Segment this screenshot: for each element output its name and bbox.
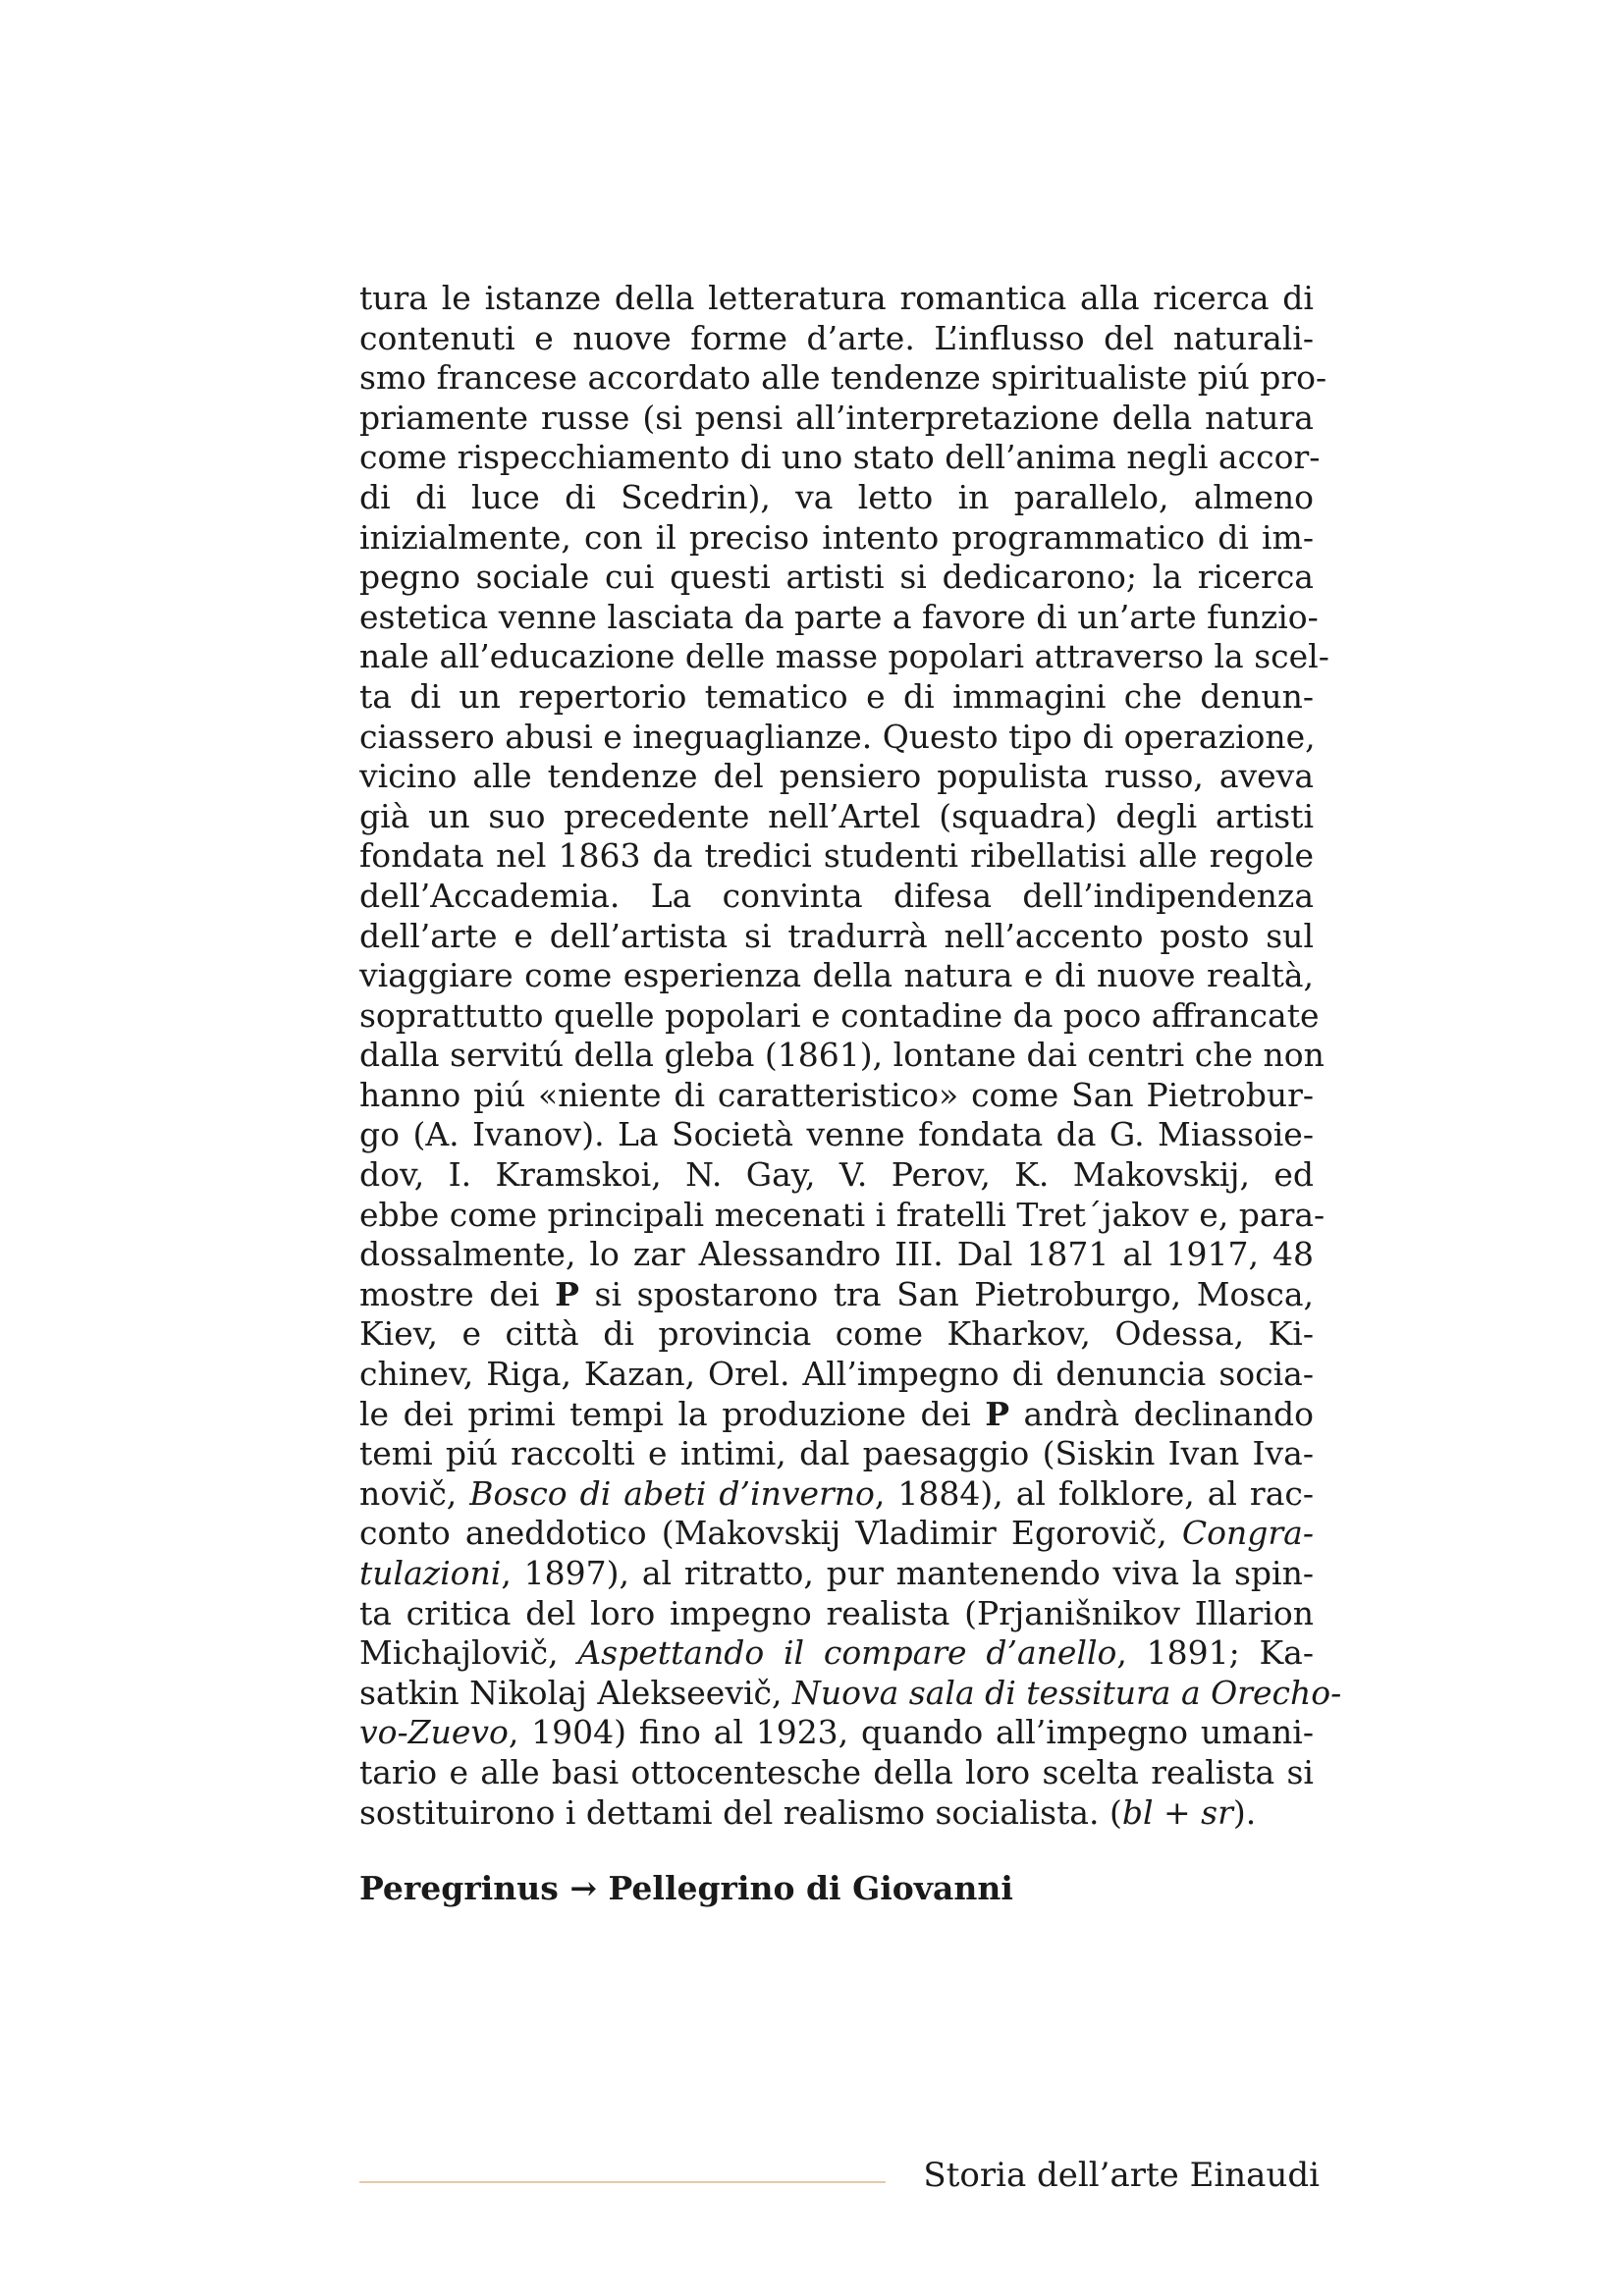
text-line [359, 1314, 1314, 1355]
text-run: pegno sociale cui questi artisti si dedicarono; la ricerca [359, 558, 1314, 597]
text-run: tura le istanze della letteratura romantica alla ricerca di [359, 279, 1314, 317]
text-run: dalla servitú della gleba (1861), lontane dai centri che non [359, 1036, 1325, 1075]
text-line [359, 956, 1314, 996]
text-line [359, 1713, 1314, 1753]
text-line [359, 1753, 1314, 1793]
text-line [359, 1673, 1342, 1714]
text-line [359, 438, 1321, 478]
text-run: ta di un repertorio tematico e di immagini che denun- [359, 676, 1314, 716]
text-line [359, 637, 1329, 677]
italic-title: Bosco di abeti d’inverno [469, 1473, 875, 1513]
text-run: vicino alle tendenze del pensiero populista russo, aveva [359, 757, 1314, 796]
text-line [359, 1554, 1314, 1594]
text-line [359, 1195, 1325, 1236]
text-run: , 1891; Ka- [1116, 1633, 1314, 1673]
text-run: ciassero abusi e ineguaglianze. Questo tipo di operazione, [359, 717, 1316, 756]
text-run: dov, I. Kramskoi, N. Gay, V. Perov, K. Makovskij, ed [359, 1155, 1314, 1195]
text-line [359, 995, 1320, 1037]
text-line [359, 836, 1314, 877]
text-line [359, 518, 1314, 559]
text-line [359, 1594, 1314, 1634]
text-run: , 1904) fino al 1923, quando all’impegno umani- [508, 1713, 1314, 1752]
italic-title: Nuova sala di tessitura a Orecho- [791, 1673, 1342, 1712]
text-line [359, 1115, 1314, 1155]
text-run: , 1884), al folklore, al rac- [874, 1473, 1314, 1513]
italic-title: tulazioni [359, 1554, 502, 1592]
text-run: sostituirono i dettami del realismo socialista. ( [359, 1792, 1122, 1832]
text-run: chinev, Riga, Kazan, Orel. All’impegno di denuncia socia- [359, 1355, 1314, 1394]
bold-abbrev: P [985, 1394, 1010, 1433]
text-line [359, 1275, 1314, 1315]
text-line [359, 279, 1314, 319]
text-run: novič, [359, 1473, 470, 1513]
italic-title: Congra- [1181, 1514, 1314, 1553]
text-line [359, 1514, 1314, 1554]
text-run: viaggiare come esperienza della natura e di nuove realtà, [359, 956, 1314, 995]
text-run: , 1897), al ritratto, pur mantenendo viva la spin- [501, 1554, 1314, 1592]
text-line [359, 1434, 1314, 1474]
text-run: satkin Nikolaj Alekseevič, [359, 1673, 792, 1712]
text-line [359, 877, 1314, 917]
text-run: già un suo precedente nell’Artel (squadra) degli artisti [359, 796, 1314, 835]
italic-title: vo-Zuevo [359, 1713, 509, 1752]
text-line [359, 558, 1314, 598]
text-run: di di luce di Scedrin), va letto in parallelo, almeno [359, 477, 1314, 516]
text-run: si spostarono tra San Pietroburgo, Mosca, [578, 1274, 1314, 1313]
text-line [359, 1395, 1314, 1435]
text-run: ebbe come principali mecenati i fratelli Tret´jakov e, para- [359, 1195, 1325, 1234]
text-run: smo francese accordato alle tendenze spiritualiste piú pro- [359, 358, 1327, 398]
text-line [359, 917, 1314, 957]
footer-rule [359, 2181, 886, 2183]
text-line [359, 797, 1314, 837]
text-line [359, 597, 1319, 638]
text-run: dell’arte e dell’artista si tradurrà nell’accento posto sul [359, 916, 1314, 955]
text-run: soprattutto quelle popolari e contadine da poco affrancate [359, 995, 1320, 1035]
text-line [359, 757, 1314, 797]
text-run: temi piú raccolti e intimi, dal paesaggio (Siskin Ivan Iva- [359, 1434, 1314, 1473]
text-line [359, 399, 1314, 439]
body-paragraph [359, 279, 1342, 1833]
text-run: dell’Accademia. La convinta difesa dell’indipendenza [359, 876, 1314, 915]
text-run: ). [1232, 1792, 1257, 1832]
text-run: mostre dei [359, 1274, 556, 1313]
text-run: Michajlovič, [359, 1633, 578, 1673]
text-line [359, 1036, 1325, 1076]
text-run: estetica venne lasciata da parte a favore di un’arte funzio- [359, 597, 1319, 636]
text-run: andrà declinando [1009, 1394, 1314, 1433]
entry-heading: Peregrinus → Pellegrino di Giovanni [359, 1869, 1013, 1907]
text-run: priamente russe (si pensi all’interpretazione della natura [359, 398, 1314, 437]
text-line [359, 358, 1327, 399]
text-run: dossalmente, lo zar Alessandro III. Dal 1871 al 1917, 48 [359, 1235, 1314, 1274]
text-run: ta critica del loro impegno realista (Prjanišnikov Illarion [359, 1593, 1314, 1632]
text-line [359, 1076, 1314, 1116]
text-line [359, 319, 1314, 359]
text-line [359, 677, 1314, 718]
text-run: hanno piú «niente di caratteristico» come San Pietrobur- [359, 1075, 1314, 1114]
text-line [359, 1155, 1314, 1196]
text-line [359, 718, 1314, 758]
text-line [359, 1235, 1314, 1275]
text-line [359, 1474, 1314, 1515]
italic-title: bl + sr [1121, 1792, 1233, 1832]
text-run: tario e alle basi ottocentesche della loro scelta realista si [359, 1752, 1314, 1791]
text-run: le dei primi tempi la produzione dei [359, 1394, 986, 1433]
text-run: come rispecchiamento di uno stato dell’anima negli accor- [359, 438, 1321, 477]
italic-title: Aspettando il compare d’anello [577, 1633, 1117, 1673]
bold-abbrev: P [555, 1274, 579, 1313]
footer-title: Storia dell’arte Einaudi [923, 2156, 1320, 2195]
text-run: fondata nel 1863 da tredici studenti ribellatisi alle regole [359, 836, 1314, 876]
text-line [359, 1633, 1314, 1674]
text-line [359, 1793, 1314, 1834]
text-run: nale all’educazione delle masse popolari attraverso la scel- [359, 637, 1329, 676]
text-line [359, 1355, 1314, 1395]
text-run: inizialmente, con il preciso intento programmatico di im- [359, 517, 1314, 557]
text-run: go (A. Ivanov). La Società venne fondata da G. Miassoie- [359, 1115, 1314, 1154]
text-run: Kiev, e città di provincia come Kharkov, Odessa, Ki- [359, 1314, 1314, 1354]
text-line [359, 478, 1314, 518]
text-run: contenuti e nuove forme d’arte. L’influsso del naturali- [359, 318, 1314, 357]
text-run: conto aneddotico (Makovskij Vladimir Egorovič, [359, 1514, 1182, 1553]
